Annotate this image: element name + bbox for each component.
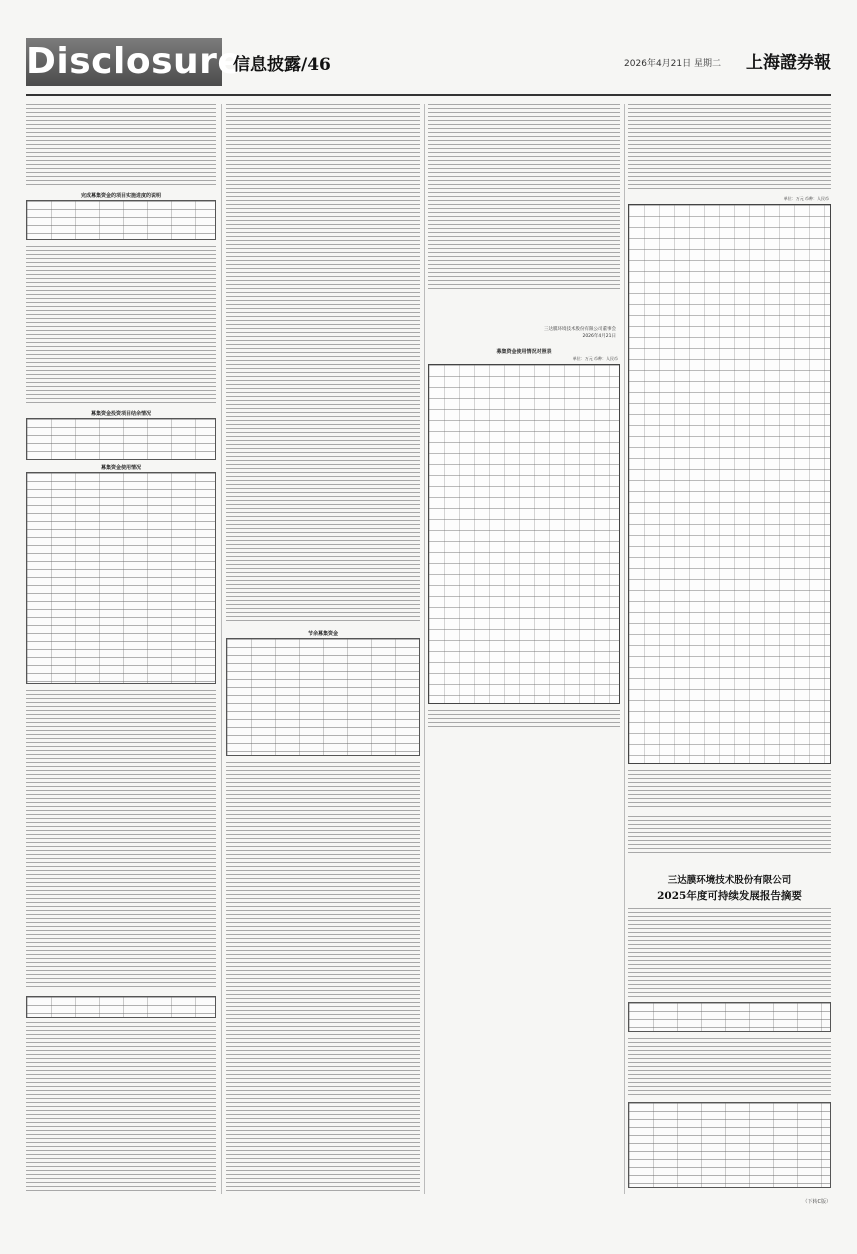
data-table (26, 996, 216, 1018)
data-table (26, 200, 216, 240)
signature-block (544, 326, 616, 340)
data-table (26, 418, 216, 460)
body-text-block (628, 908, 831, 998)
signature-date: 2026年4月21日 (582, 334, 616, 339)
report-title: 2025年度可持续发展报告摘要 (657, 890, 802, 902)
project-details-table (628, 204, 831, 764)
column-1 (26, 104, 216, 1194)
body-text-block (26, 1022, 216, 1194)
data-table (26, 472, 216, 684)
usage-comparison-table (428, 364, 620, 704)
table-title: 节余募集资金 (307, 631, 338, 637)
continued-note: （下转C版） (802, 1199, 831, 1205)
body-text-block (428, 104, 620, 290)
column-2 (226, 104, 420, 1194)
unit-note: 单位：万元 币种：人民币 (783, 196, 829, 201)
data-table (628, 1102, 831, 1188)
masthead (26, 38, 831, 90)
body-text-block (26, 246, 216, 406)
body-text-block (628, 1038, 831, 1098)
column-4 (628, 104, 831, 1194)
body-text-block (628, 816, 831, 856)
body-text-block (226, 104, 420, 624)
data-table (226, 638, 420, 756)
column-divider (424, 104, 425, 1194)
body-text-block (26, 690, 216, 990)
body-text-block (628, 104, 831, 192)
unit-note: 单位：万元 币种：人民币 (572, 356, 618, 361)
table-footnote (428, 710, 620, 730)
company-name: 三达膜环境技术股份有限公司 (667, 875, 792, 886)
newspaper-name: 上海證券報 (746, 53, 831, 73)
issue-date: 2026年4月21日 星期二 (624, 59, 721, 69)
section-title: 信息披露/46 (233, 55, 331, 75)
masthead-rule (26, 94, 831, 96)
body-text-block (26, 104, 216, 188)
column-3 (428, 104, 620, 1194)
column-divider (221, 104, 222, 1194)
disclosure-logo: Disclosure (26, 38, 222, 86)
table-title: 募集资金投资项目结余情况 (90, 411, 151, 417)
table-footnote (628, 770, 831, 810)
signature-company: 三达膜环境技术股份有限公司董事会 (544, 327, 616, 332)
body-text-block (226, 762, 420, 1194)
column-divider (624, 104, 625, 1194)
table-title: 募集资金使用情况 (100, 465, 141, 471)
table-title: 募集资金使用情况对照表 (496, 349, 552, 355)
data-table (628, 1002, 831, 1032)
table-title: 完成募集资金的项目实施进度的说明 (80, 193, 161, 199)
